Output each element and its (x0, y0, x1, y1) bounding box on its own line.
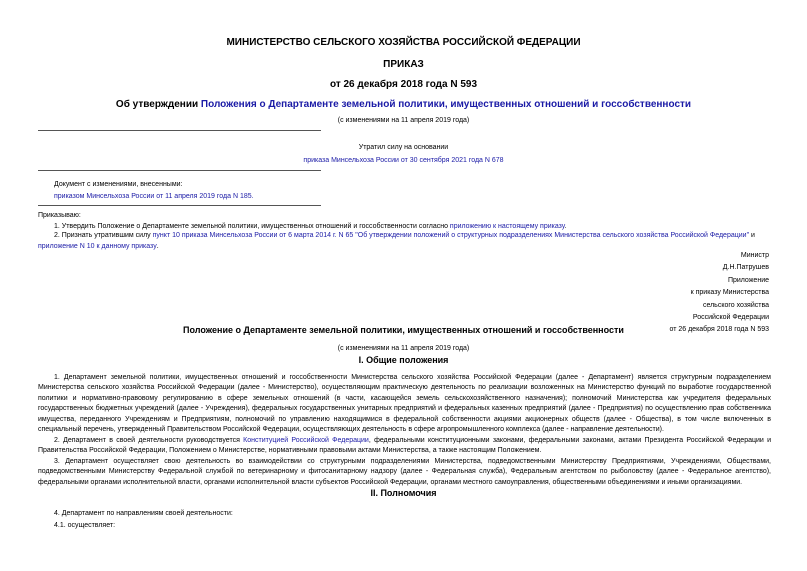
appendix-line: Российской Федерации (692, 314, 769, 322)
order-item-2-end: . (156, 242, 159, 250)
divider (38, 205, 321, 206)
order-item-2-mid: и (749, 232, 755, 239)
paragraph-4: 4. Департамент по направлениям своей деятельности: (54, 510, 233, 517)
order-item-2-link1[interactable]: пункт 10 приказа Минсельхоза России от 6 марта 2014 г. N 65 "Об утверждении положений о структурных подразделениях Министерства сельского хозяйства Российской Федерации" (152, 232, 750, 239)
paragraph-3: 3. Департамент осуществляет свою деятельность во взаимодействии со структурными подразделениями Министерства, подведомственными Министерству Предприятиями, Учреждениями, Обществами, подведомственными Министерству Федеральной службой по ветеринарному и фитосанитарному надзору (далее - Федеральная служба), Федеральным агентством по рыболовству (далее - Федеральное агентство), федеральными органами исполнительной власти, органами исполнительной власти субъектов Российской Федерации, органами местного самоуправления, общественными объединениями и иными организациями. (38, 458, 771, 486)
amended-note: (с изменениями на 11 апреля 2019 года) (337, 117, 470, 124)
paragraph-2 (38, 436, 771, 457)
section-1-heading: I. Общие положения (358, 355, 449, 365)
regulation-amended: (с изменениями на 11 апреля 2019 года) (337, 345, 470, 352)
changes-line1: Документ с изменениями, внесенными: (54, 181, 183, 188)
appendix-line: сельского хозяйства (702, 301, 769, 309)
constitution-link[interactable]: Конституцией Российской Федерации (243, 437, 369, 444)
doc-title-link[interactable]: Положения о Департаменте земельной политики, имущественных отношений и госсобственности (200, 99, 692, 110)
order-item-2-text: 2. Признать утратившим силу (54, 232, 153, 239)
regulation-title: Положение о Департаменте земельной политики, имущественных отношений и госсобственности (183, 325, 624, 335)
order-item-1-link[interactable]: приложению к настоящему приказу (449, 223, 565, 230)
signature-role: Министр (740, 252, 769, 259)
doc-title (0, 99, 807, 110)
expired-link[interactable]: приказа Минсельхоза России от 30 сентября 2021 года N 678 (303, 157, 504, 164)
divider (38, 170, 321, 171)
divider (38, 130, 321, 131)
appendix-line: Приложение (727, 276, 769, 284)
order-item-1-end: . (564, 223, 567, 230)
paragraph-2-text: 2. Департамент в своей деятельности руководствуется (54, 437, 244, 444)
changes-link[interactable]: приказом Минсельхоза России от 11 апреля 2019 года N 185. (54, 193, 254, 200)
doc-date-number: от 26 декабря 2018 года N 593 (329, 79, 478, 90)
signature-block (629, 250, 769, 337)
section-2-heading: II. Полномочия (370, 488, 437, 498)
paragraph-1: 1. Департамент земельной политики, имущественных отношений и госсобственности Министерства сельского хозяйства Российской Федерации (далее - Департамент) является структурным подразделением Министерства сельского хозяйства Российской Федерации (далее - Министерство), осуществляющим практическую деятельность по реализации возложенных на Министерство функций по выработке государственной политики и нормативно-правовому регулированию в сфере земельных отношений (в части, касающейся земель сельскохозяйственного назначения); полномочий Министерства как учредителя федеральных государственных бюджетных учреждений (далее - Учреждения), федеральных государственных унитарных предприятий и федеральных казенных предприятий (далее - Предприятия) по осуществлению прав собственника имущества, переданного Учреждениям и Предприятиям, полномочий по управлению находящимися в федеральной собственности акциями акционерных обществ (далее - Общества), в том числе включенных в специальный перечень, утвержденный Правительством Российской Федерации, осуществляющих деятельность в сфере агропромышленного комплекса (далее - направление деятельности). (38, 374, 771, 434)
paragraph-4-1: 4.1. осуществляет: (54, 522, 116, 529)
order-item-1-text: 1. Утвердить Положение о Департаменте земельной политики, имущественных отношений и госсобственности согласно (54, 223, 450, 230)
ministry-heading: МИНИСТЕРСТВО СЕЛЬСКОГО ХОЗЯЙСТВА РОССИЙСКОЙ ФЕДЕРАЦИИ (226, 37, 581, 48)
order-intro: Приказываю: (38, 212, 81, 219)
paragraph-2-rest: , федеральными конституционными законами, федеральными законами, актами Президента Российской Федерации и Правительства Российской Федерации, Положением о Министерстве, нормативными правовыми актами Министерства, а также настоящим Положением. (38, 437, 771, 455)
signature-name: Д.Н.Патрушев (722, 264, 769, 272)
order-item-2-link2[interactable]: приложение N 10 к данному приказу (38, 242, 157, 250)
doc-type-heading: ПРИКАЗ (383, 59, 424, 70)
appendix-line: от 26 декабря 2018 года N 593 (669, 326, 769, 334)
doc-title-prefix: Об утверждении (115, 99, 201, 110)
order-item-2 (38, 231, 771, 252)
appendix-line: к приказу Министерства (690, 289, 769, 297)
expired-line1: Утратил силу на основании (358, 144, 449, 151)
